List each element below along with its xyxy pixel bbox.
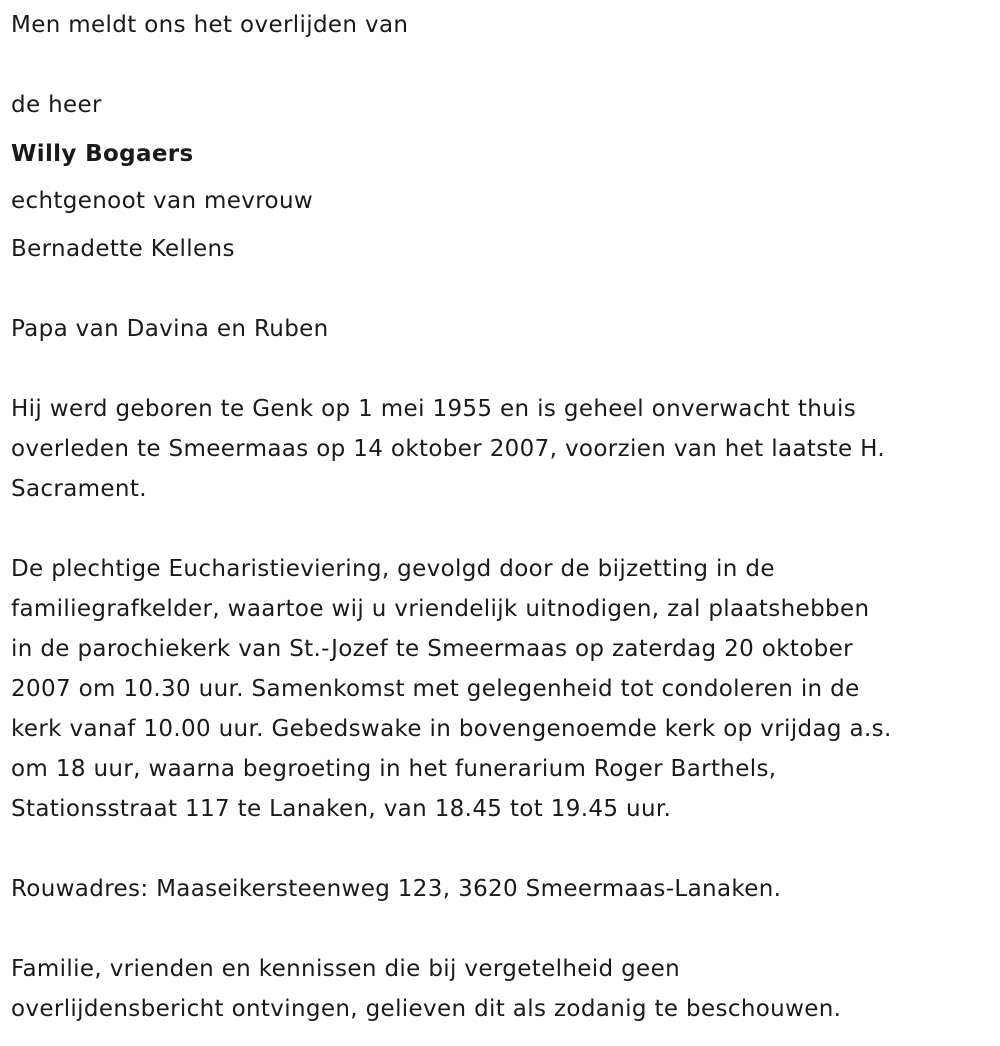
paragraph-line: Sacrament. (11, 476, 147, 502)
title-text: de heer (11, 92, 102, 118)
deceased-name: Willy Bogaers (11, 141, 194, 167)
birth-death-paragraph (11, 389, 996, 509)
children-text: Papa van Davina en Ruben (11, 316, 329, 342)
spouse-label: echtgenoot van mevrouw (11, 188, 314, 214)
intro-text: Men meldt ons het overlijden van (11, 12, 409, 38)
paragraph-line: 2007 om 10.30 uur. Samenkomst met gelegenheid tot condoleren in de (11, 676, 860, 702)
ceremony-paragraph (11, 549, 996, 829)
closing-paragraph (11, 949, 996, 1029)
paragraph-line: kerk vanaf 10.00 uur. Gebedswake in bovengenoemde kerk op vrijdag a.s. (11, 716, 892, 742)
address-text: Rouwadres: Maaseikersteenweg 123, 3620 Smeermaas-Lanaken. (11, 876, 782, 902)
paragraph-line: Stationsstraat 117 te Lanaken, van 18.45 tot 19.45 uur. (11, 796, 672, 822)
paragraph-line: overleden te Smeermaas op 14 oktober 2007, voorzien van het laatste H. (11, 436, 886, 462)
paragraph-line: om 18 uur, waarna begroeting in het funerarium Roger Barthels, (11, 756, 777, 782)
paragraph-line: De plechtige Eucharistieviering, gevolgd door de bijzetting in de (11, 556, 775, 582)
spouse-name: Bernadette Kellens (11, 236, 235, 262)
paragraph-line: Familie, vrienden en kennissen die bij vergetelheid geen (11, 956, 680, 982)
paragraph-line: overlijdensbericht ontvingen, gelieven dit als zodanig te beschouwen. (11, 996, 842, 1022)
paragraph-line: in de parochiekerk van St.-Jozef te Smeermaas op zaterdag 20 oktober (11, 636, 853, 662)
paragraph-line: Hij werd geboren te Genk op 1 mei 1955 en is geheel onverwacht thuis (11, 396, 857, 422)
paragraph-line: familiegrafkelder, waartoe wij u vriendelijk uitnodigen, zal plaatshebben (11, 596, 870, 622)
